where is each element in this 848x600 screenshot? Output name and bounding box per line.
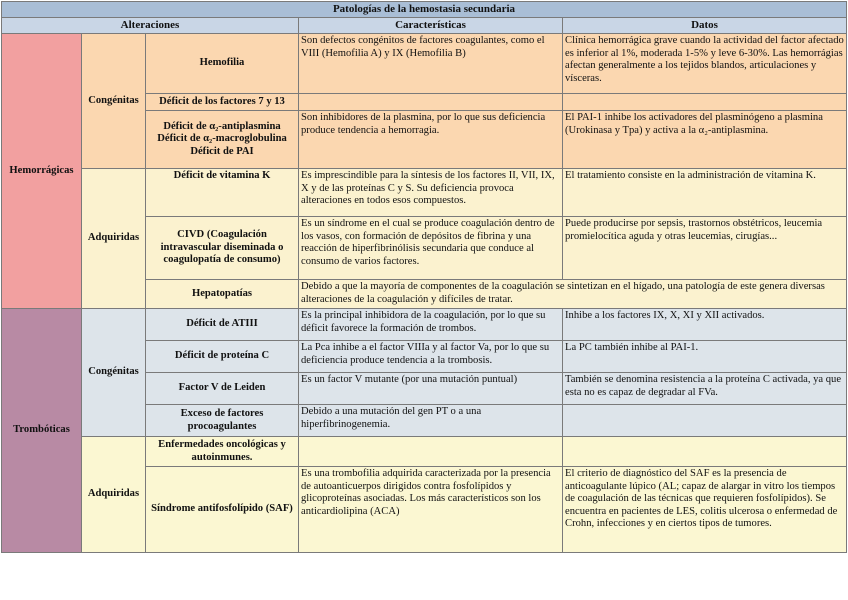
row-name-line: Déficit de PAI bbox=[190, 145, 254, 157]
row-caracteristicas: Es la principal inhibidora de la coagulación, por lo que su déficit favorece la formación de trombos. bbox=[299, 309, 563, 341]
row-datos: Inhibe a los factores IX, X, XI y XII activados. bbox=[563, 309, 847, 341]
row-caracteristicas: Es imprescindible para la síntesis de los factores II, VII, IX, X y de las proteínas C y S. Su deficiencia provoca alteraciones en todos esos compuestos. bbox=[299, 169, 563, 217]
row-caracteristicas bbox=[299, 94, 563, 111]
row-datos: Clínica hemorrágica grave cuando la actividad del factor afectado es inferior al 1%, moderada 1-5% y leve 6-30%. Las hemorrágias afectan generalmente a los tejidos blandos, articulaciones y vísceras. bbox=[563, 34, 847, 94]
category-tromboticas: Trombóticas bbox=[2, 309, 82, 553]
table-row bbox=[2, 437, 847, 467]
row-name: Déficit de proteína C bbox=[146, 341, 299, 373]
row-name: Hemofilia bbox=[146, 34, 299, 94]
row-caracteristicas: Es una trombofilia adquirida caracterizada por la presencia de autoanticuerpos dirigidos contra fosfolípidos y glicoproteínas asociadas. Los más característicos son los anticardiolipina (ACA) bbox=[299, 467, 563, 553]
hemostasis-table bbox=[1, 1, 847, 553]
header-alteraciones: Alteraciones bbox=[2, 18, 299, 34]
row-caracteristicas: Son inhibidores de la plasmina, por lo que sus deficiencia produce tendencia a hemorragia. bbox=[299, 111, 563, 169]
table-row bbox=[2, 309, 847, 341]
row-name bbox=[146, 111, 299, 169]
row-name: Exceso de factores procoagulantes bbox=[146, 405, 299, 437]
row-datos bbox=[563, 405, 847, 437]
row-name-line: Déficit de α₂-macroglobulina bbox=[157, 133, 287, 145]
row-caracteristicas: La Pca inhibe a el factor VIIIa y al factor Va, por lo que su deficiencia produce tendencia a la trombosis. bbox=[299, 341, 563, 373]
row-name: Enfermedades oncológicas y autoinmunes. bbox=[146, 437, 299, 467]
table-row bbox=[2, 169, 847, 217]
row-datos: Puede producirse por sepsis, trastornos obstétricos, leucemia promielocítica aguda y otras leucemias, cirugías... bbox=[563, 217, 847, 280]
row-datos: El tratamiento consiste en la administración de vitamina K. bbox=[563, 169, 847, 217]
table-title: Patologías de la hemostasia secundaria bbox=[2, 2, 847, 18]
header-datos: Datos bbox=[563, 18, 847, 34]
row-datos bbox=[563, 437, 847, 467]
row-name: Déficit de ATIII bbox=[146, 309, 299, 341]
row-caracteristicas: Es un factor V mutante (por una mutación puntual) bbox=[299, 373, 563, 405]
subcategory-tromboticas-adquiridas: Adquiridas bbox=[82, 437, 146, 553]
row-datos: La PC también inhibe al PAI-1. bbox=[563, 341, 847, 373]
row-name: Hepatopatías bbox=[146, 280, 299, 309]
row-caracteristicas: Debido a una mutación del gen PT o a una hiperfibrinogenemia. bbox=[299, 405, 563, 437]
row-name: Déficit de vitamina K bbox=[146, 169, 299, 217]
row-merged-description: Debido a que la mayoría de componentes de la coagulación se sintetizan en el hígado, una patología de este genera diversas alteraciones de la coagulación y difíciles de tratar. bbox=[299, 280, 847, 309]
row-name-line: Déficit de α₂-antiplasmina bbox=[163, 120, 281, 132]
row-datos: El PAI-1 inhibe los activadores del plasminógeno a plasmina (Urokinasa y Tpa) y activa a la α₂-antiplasmina. bbox=[563, 111, 847, 169]
row-datos: También se denomina resistencia a la proteína C activada, ya que esta no es capaz de degradar al FVa. bbox=[563, 373, 847, 405]
row-caracteristicas: Son defectos congénitos de factores coagulantes, como el VIII (Hemofilia A) y IX (Hemofilia B) bbox=[299, 34, 563, 94]
row-caracteristicas bbox=[299, 437, 563, 467]
category-hemorragicas: Hemorrágicas bbox=[2, 34, 82, 309]
row-caracteristicas: Es un síndrome en el cual se produce coagulación dentro de los vasos, con formación de depósitos de fibrina y una reacción de hiperfibrinólisis secundaria que conduce al consumo de varios factores. bbox=[299, 217, 563, 280]
header-caracteristicas: Características bbox=[299, 18, 563, 34]
row-name: CIVD (Coagulación intravascular diseminada o coagulopatía de consumo) bbox=[146, 217, 299, 280]
subcategory-hemorragicas-congenitas: Congénitas bbox=[82, 34, 146, 169]
table-row bbox=[2, 34, 847, 94]
subcategory-tromboticas-congenitas: Congénitas bbox=[82, 309, 146, 437]
row-name: Déficit de los factores 7 y 13 bbox=[146, 94, 299, 111]
row-name: Factor V de Leiden bbox=[146, 373, 299, 405]
row-datos bbox=[563, 94, 847, 111]
row-name: Síndrome antifosfolípido (SAF) bbox=[146, 467, 299, 553]
subcategory-hemorragicas-adquiridas: Adquiridas bbox=[82, 169, 146, 309]
row-datos: El criterio de diagnóstico del SAF es la presencia de anticoagulante lúpico (AL; capaz de alargar in vitro los tiempos de coagulación de las técnicas que requieren fosfolípidos). Se encuentra en pacientes de LES, colitis ulcerosa o enfermedad de Crohn, infecciones y en ciertos tipos de tumores. bbox=[563, 467, 847, 553]
